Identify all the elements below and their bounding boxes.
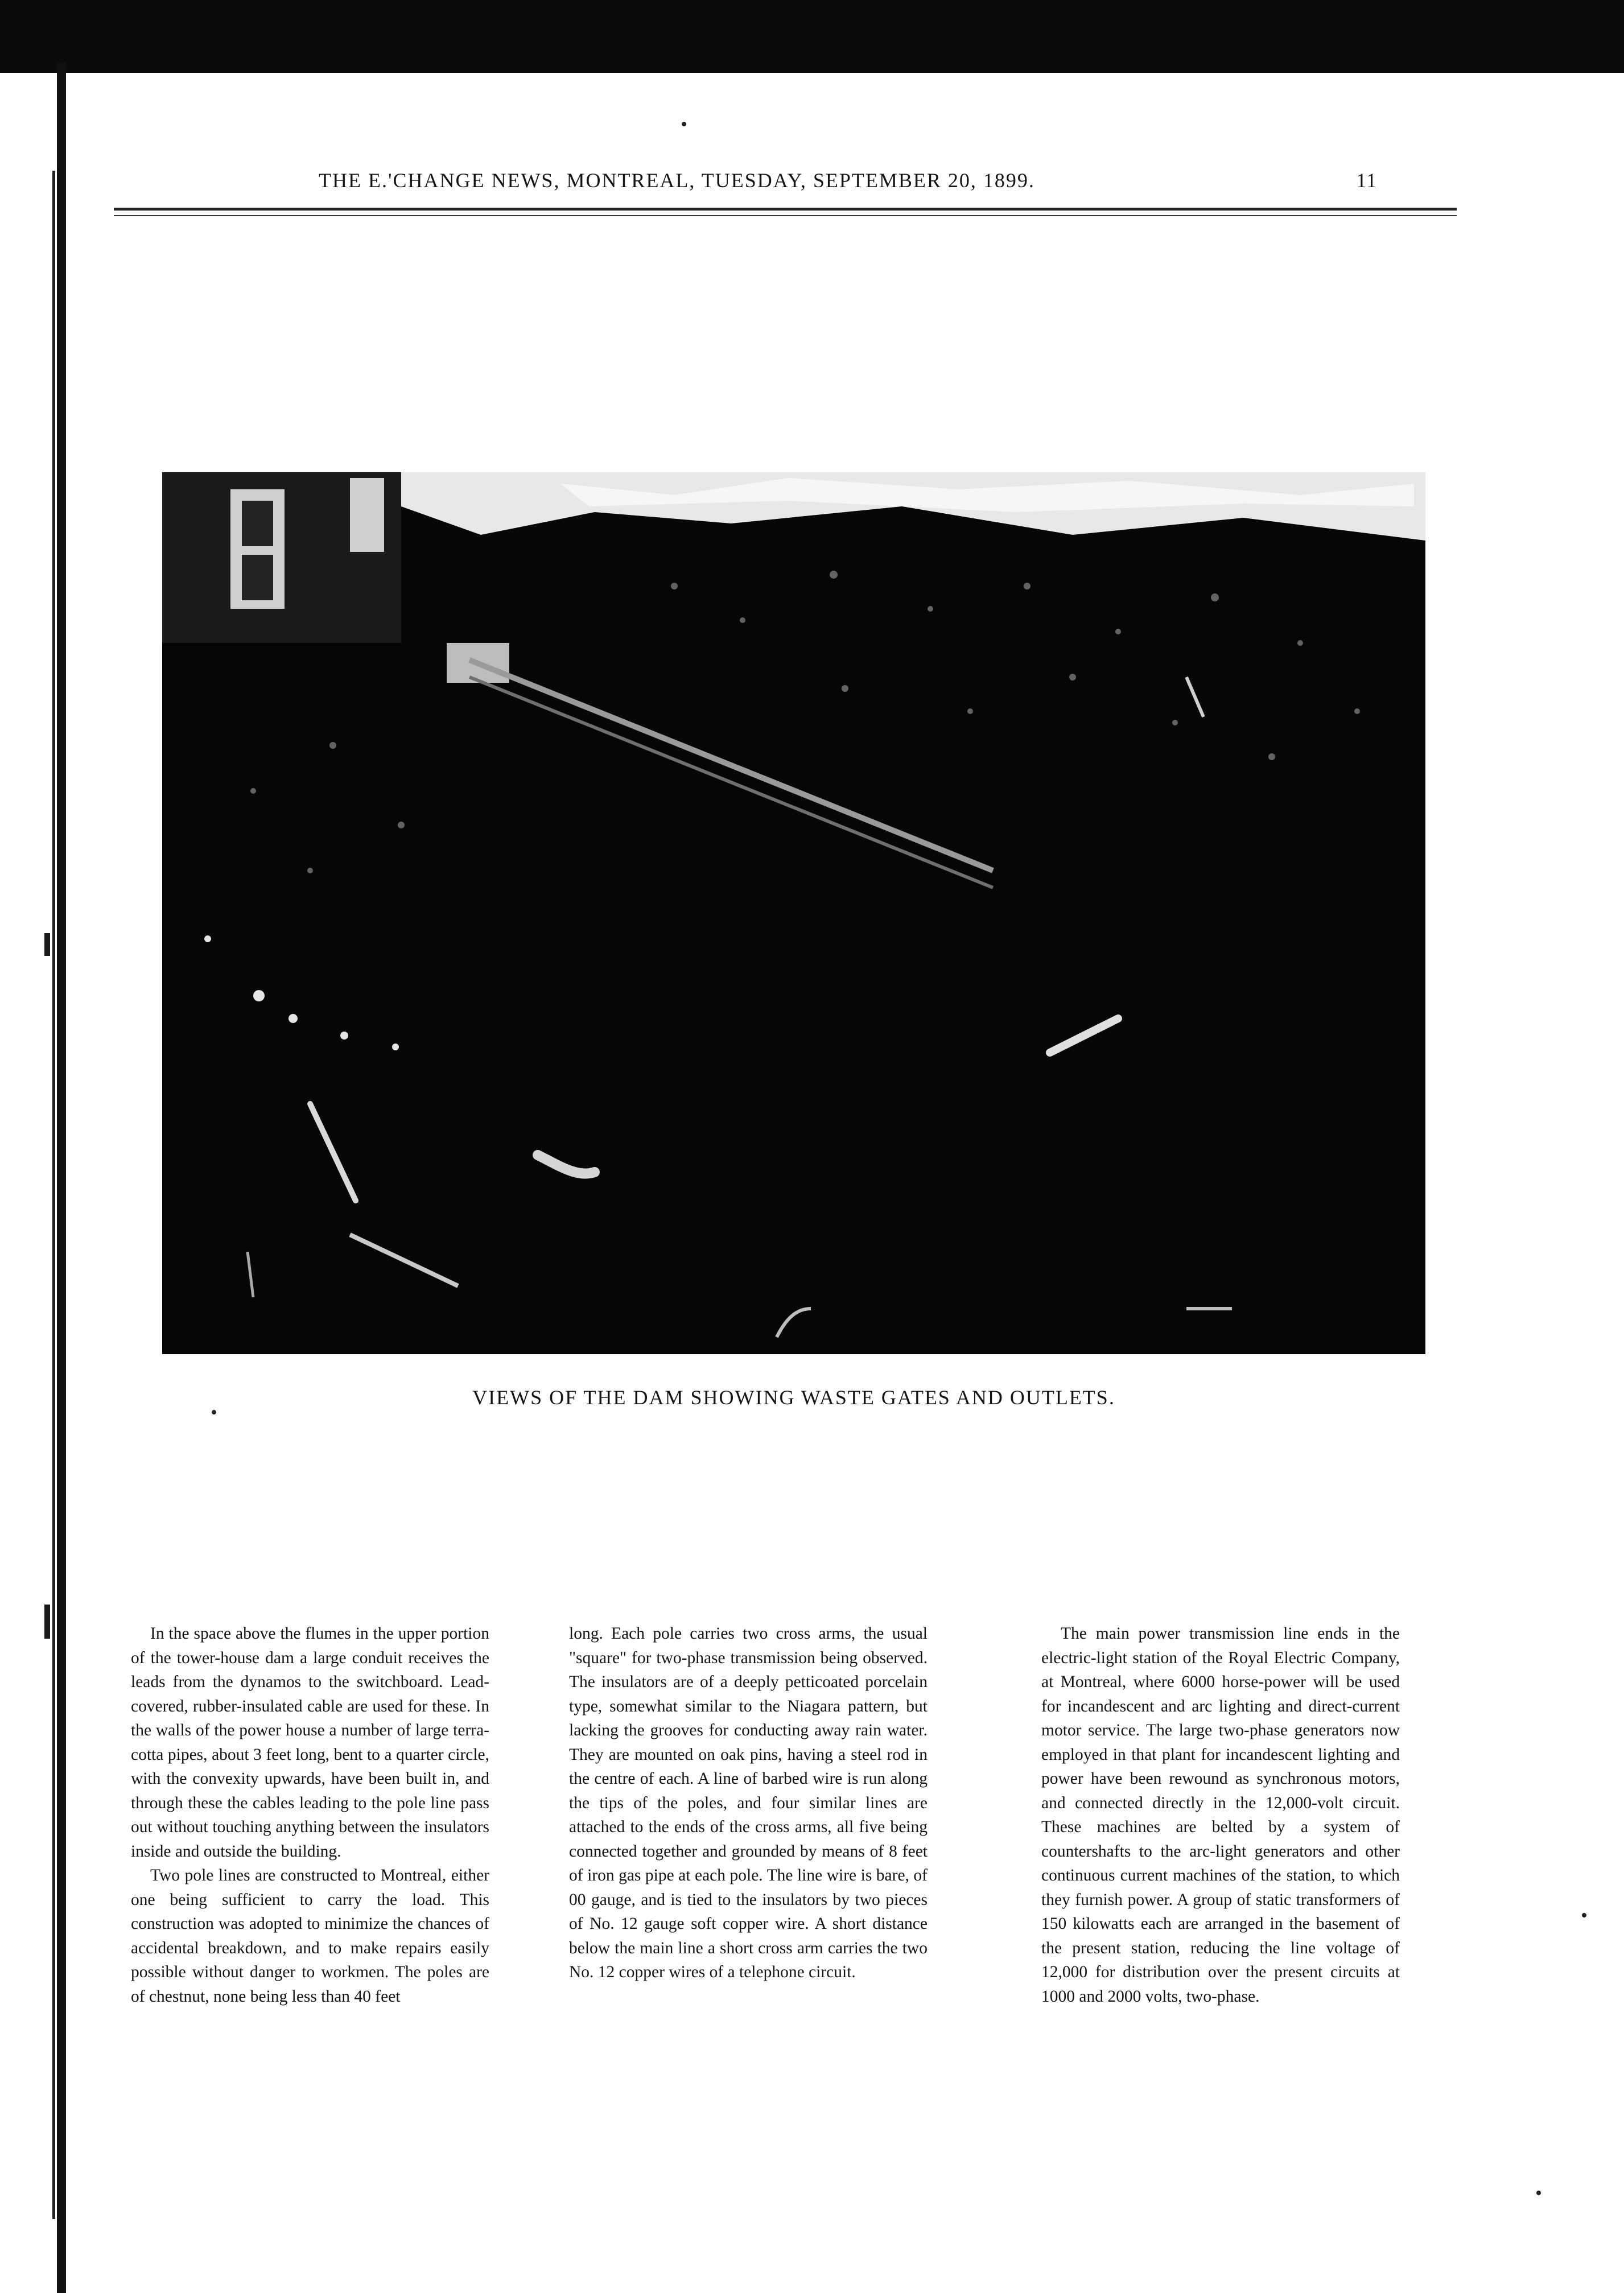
scan-dot <box>682 122 686 126</box>
paragraph: In the space above the flumes in the upper portion of the tower-house dam a large conduit receives the leads from the dynamos to the switchboard. Lead-covered, rubber-insulated cable are used for these. In the walls of the power house a number of large terra-cotta pipes, about 3 feet long, bent to a quarter circle, with the convexity upwards, have been built in, and through these the cables leading to the pole line pass out without touching anything between the insulators inside and outside the building. <box>131 1624 489 1861</box>
photo-caption: VIEWS OF THE DAM SHOWING WASTE GATES AND OUTLETS. <box>472 1386 1115 1409</box>
header-rule-thin <box>114 215 1457 216</box>
article-column-3 <box>1041 1622 1400 2009</box>
paragraph: The main power transmission line ends in the electric-light station of the Royal Electric Company, at Montreal, where 6000 horse-power will be used for incandescent and arc lighting and direct-current motor service. The large two-phase generators now employed in that plant for incandescent lighting and power have been rewound as synchronous motors, and connected directly in the 12,000-volt circuit. These machines are belted by a system of countershafts to the arc-light generators and other continuous current machines of the station, to which they furnish power. A group of static transformers of 150 kilowatts each are arranged in the basement of the present station, reducing the line voltage of 12,000 for distribution over the present circuits at 1000 and 2000 volts, two-phase. <box>1041 1624 1400 2006</box>
scan-left-line <box>52 171 55 2219</box>
scan-dot <box>1536 2191 1541 2195</box>
article-column-1 <box>131 1622 489 2009</box>
paragraph: long. Each pole carries two cross arms, the usual "square" for two-phase transmission being observed. The insulators are of a deeply petticoated porcelain type, somewhat similar to the Niagara pattern, but lacking the grooves for conducting away rain water. They are mounted on oak pins, having a steel rod in the centre of each. A line of barbed wire is run along the tips of the poles, and four similar lines are attached to the ends of the cross arms, all five being connected together and grounded by means of 8 feet of iron gas pipe at each pole. The line wire is bare, of 00 gauge, and is tied to the insulators by two pieces of No. 12 gauge soft copper wire. A short distance below the main line a short cross arm carries the two No. 12 copper wires of a telephone circuit. <box>569 1624 928 1981</box>
scan-top-border <box>0 0 1624 73</box>
dam-photograph <box>162 472 1425 1354</box>
scan-dot <box>1582 1913 1586 1917</box>
masthead-title: THE E.'CHANGE NEWS, MONTREAL, TUESDAY, SEPTEMBER 20, 1899. <box>319 169 1035 192</box>
paragraph: Two pole lines are constructed to Montreal, either one being sufficient to carry the load. This construction was adopted to minimize the chances of accidental breakdown, and to make repairs easily possible without danger to workmen. The poles are of chestnut, none being less than 40 feet <box>131 1866 489 2006</box>
article-column-2 <box>569 1622 928 1985</box>
photo-image <box>162 472 1425 1354</box>
header-rule <box>114 208 1457 211</box>
scan-speck <box>44 1605 50 1639</box>
scan-speck <box>44 933 50 956</box>
scan-left-border <box>57 63 66 2293</box>
masthead <box>319 168 1377 192</box>
scan-dot <box>212 1410 216 1414</box>
page-number: 11 <box>1356 169 1377 192</box>
